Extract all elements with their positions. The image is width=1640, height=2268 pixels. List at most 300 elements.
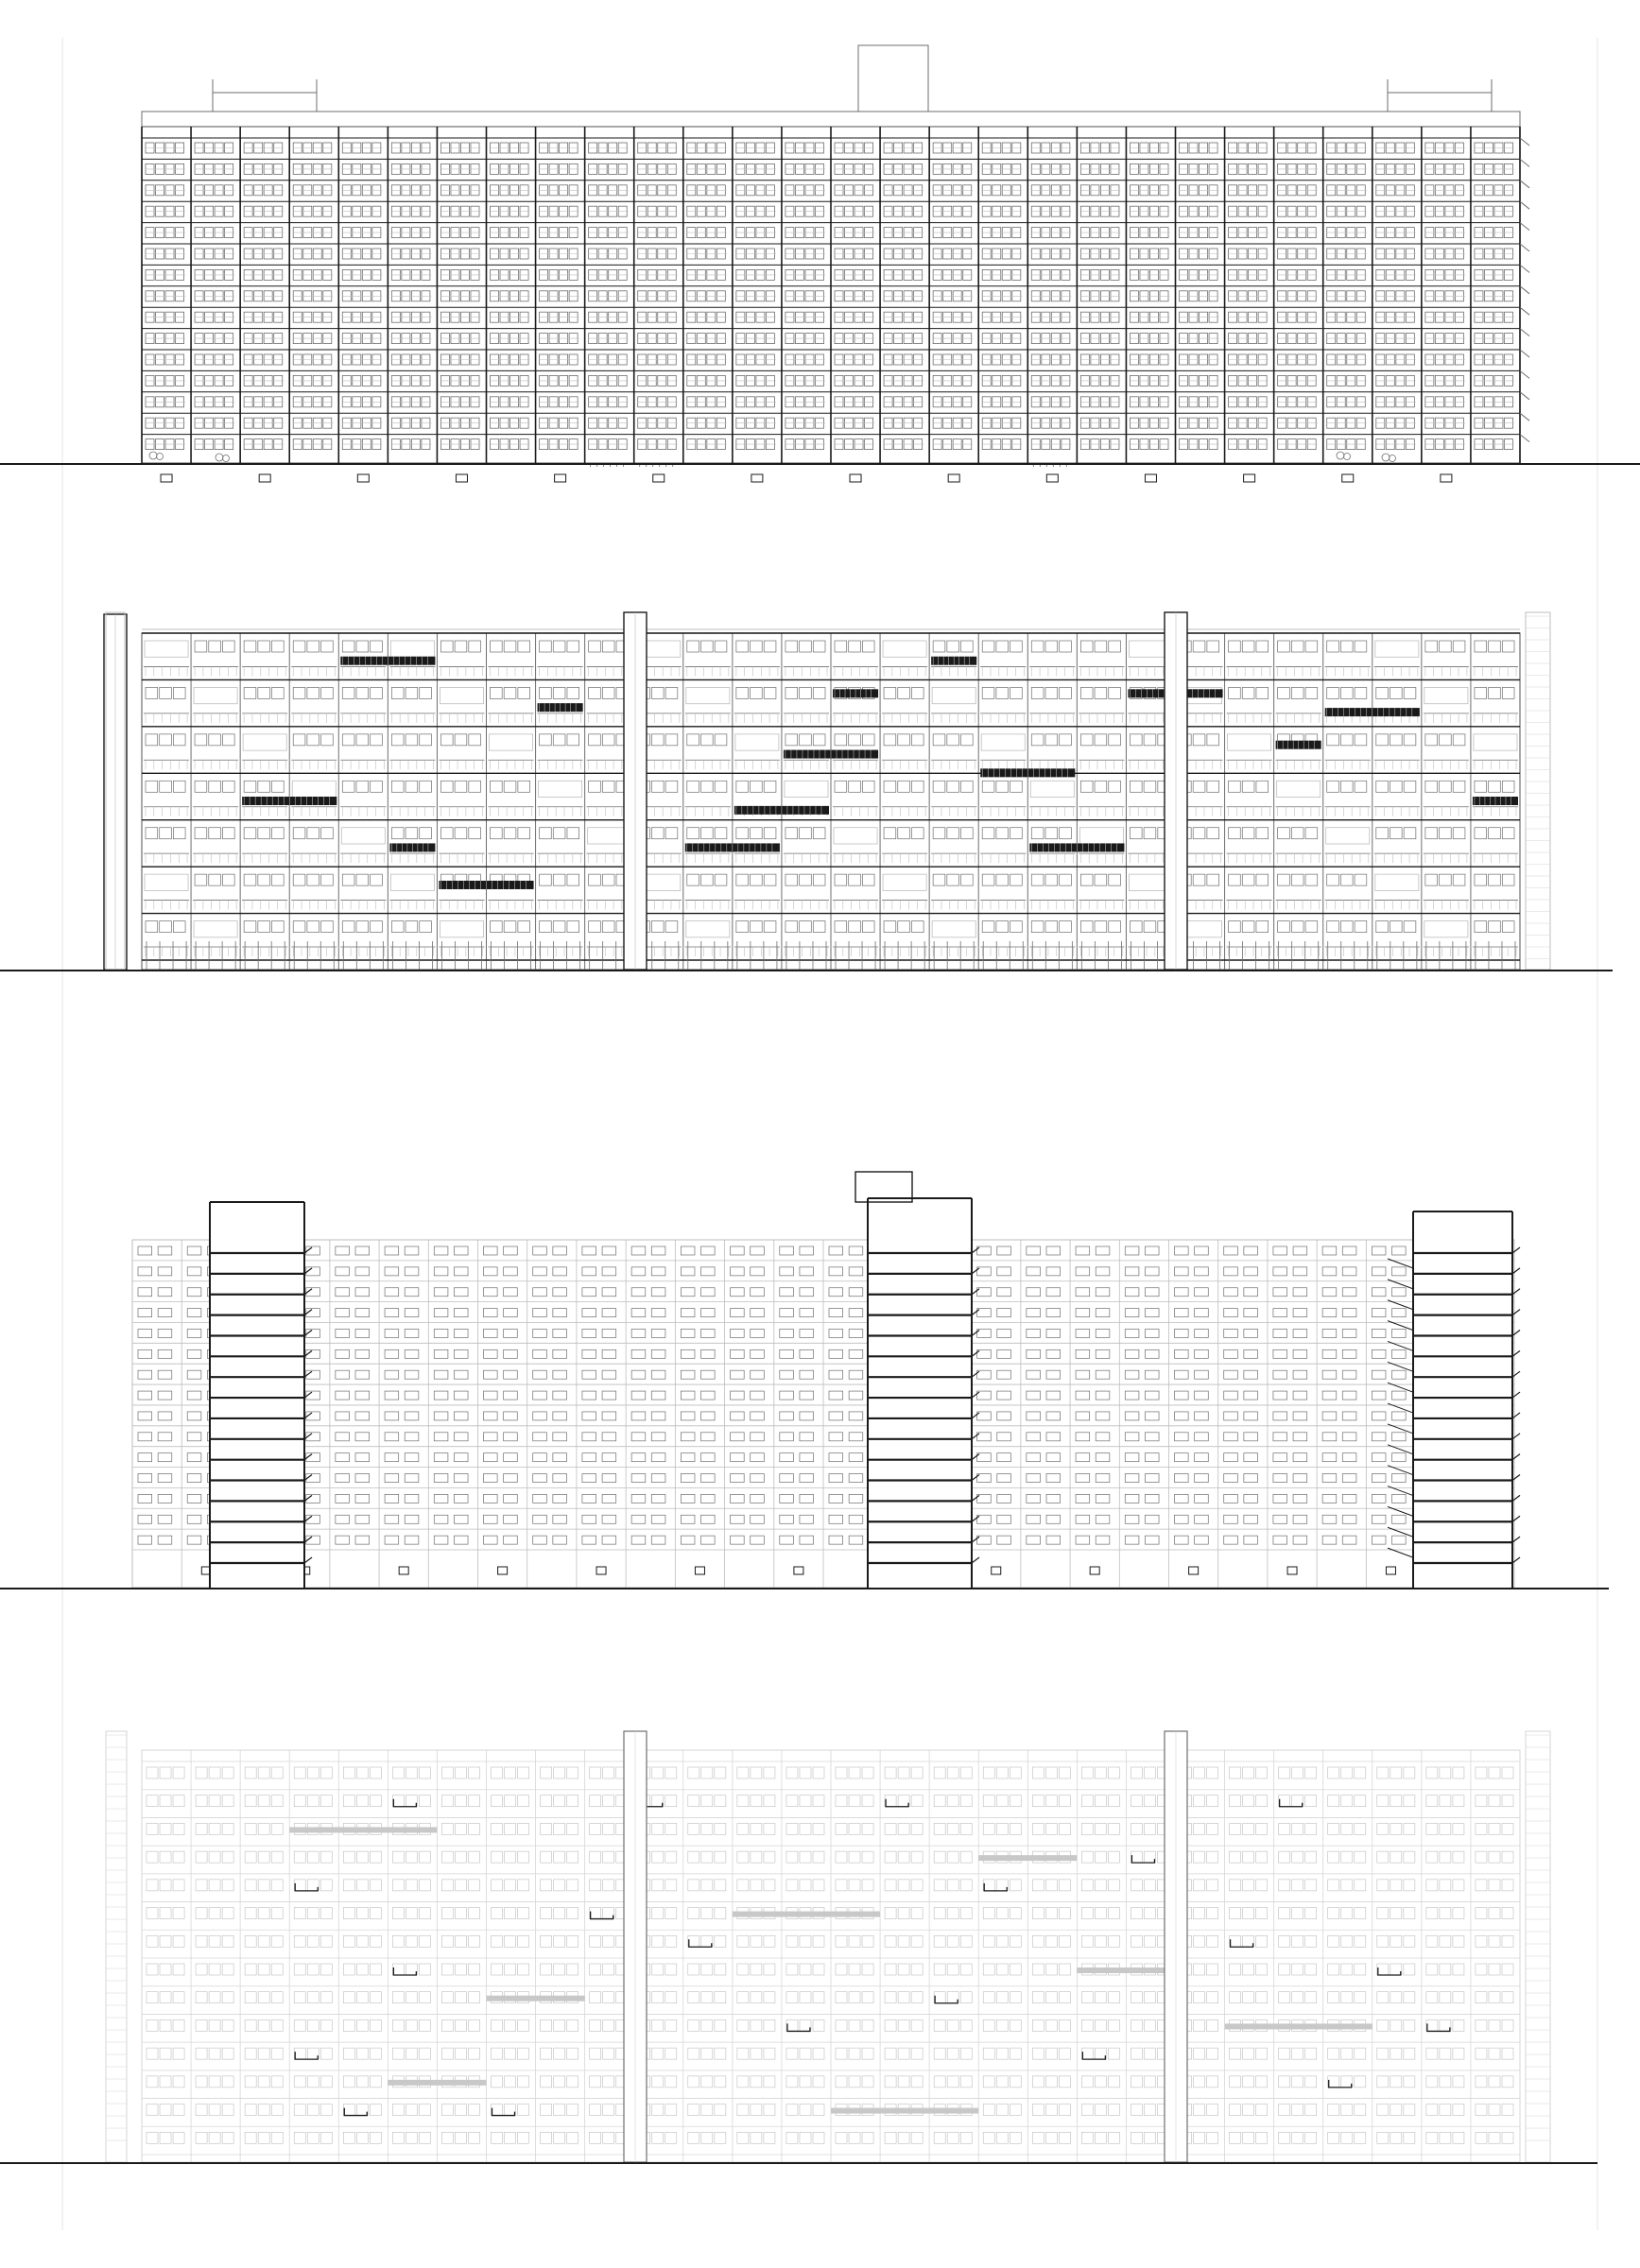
window bbox=[1109, 921, 1121, 933]
window bbox=[933, 734, 945, 746]
window bbox=[371, 781, 383, 792]
window bbox=[780, 1288, 794, 1297]
window bbox=[209, 781, 221, 792]
window bbox=[1096, 1267, 1110, 1276]
window bbox=[356, 874, 369, 885]
window bbox=[187, 1246, 201, 1255]
window bbox=[385, 1267, 399, 1276]
window bbox=[209, 734, 221, 746]
window bbox=[1207, 781, 1219, 792]
window bbox=[1010, 687, 1023, 698]
window bbox=[1109, 687, 1121, 698]
window bbox=[1244, 1349, 1258, 1358]
window bbox=[1489, 828, 1501, 839]
window bbox=[751, 781, 763, 792]
window bbox=[1125, 1288, 1139, 1297]
window bbox=[1193, 781, 1205, 792]
window bbox=[829, 1370, 843, 1379]
window bbox=[1046, 1370, 1061, 1379]
window bbox=[997, 1288, 1011, 1297]
window bbox=[342, 921, 354, 933]
ground-vent bbox=[555, 474, 566, 482]
window bbox=[862, 874, 874, 885]
window bbox=[293, 734, 305, 746]
window bbox=[835, 641, 847, 652]
ground-vent bbox=[1441, 474, 1452, 482]
window bbox=[1080, 921, 1093, 933]
window bbox=[751, 1349, 765, 1358]
window bbox=[602, 1246, 616, 1255]
window bbox=[764, 921, 776, 933]
window bbox=[1322, 1370, 1337, 1379]
window bbox=[454, 1329, 468, 1337]
window bbox=[735, 734, 779, 750]
window bbox=[1376, 921, 1389, 933]
window bbox=[336, 1329, 350, 1337]
window bbox=[1244, 1309, 1258, 1317]
window bbox=[701, 1329, 716, 1337]
window bbox=[1046, 1329, 1061, 1337]
window bbox=[336, 1391, 350, 1400]
window bbox=[1372, 1288, 1386, 1297]
window bbox=[731, 1288, 745, 1297]
window bbox=[849, 734, 861, 746]
window bbox=[911, 687, 924, 698]
window bbox=[1193, 641, 1205, 652]
window bbox=[1372, 1246, 1386, 1255]
window bbox=[582, 1329, 596, 1337]
window bbox=[336, 1370, 350, 1379]
window bbox=[1076, 1246, 1090, 1255]
window bbox=[1489, 641, 1501, 652]
window bbox=[553, 1309, 567, 1317]
window bbox=[731, 1329, 745, 1337]
window bbox=[997, 1246, 1011, 1255]
window bbox=[785, 687, 798, 698]
window bbox=[222, 641, 234, 652]
window bbox=[371, 687, 383, 698]
window bbox=[1244, 1288, 1258, 1297]
window bbox=[138, 1391, 152, 1400]
window bbox=[982, 921, 994, 933]
window bbox=[681, 1267, 695, 1276]
window bbox=[751, 921, 763, 933]
ground-vent bbox=[456, 474, 467, 482]
window bbox=[602, 1329, 616, 1337]
window bbox=[1125, 1370, 1139, 1379]
window bbox=[173, 687, 185, 698]
window bbox=[1376, 828, 1389, 839]
window bbox=[405, 1349, 419, 1358]
window bbox=[1109, 781, 1121, 792]
window bbox=[1195, 1288, 1209, 1297]
window bbox=[1404, 781, 1416, 792]
window bbox=[1293, 1349, 1307, 1358]
window bbox=[1096, 1329, 1110, 1337]
window bbox=[1145, 1391, 1159, 1400]
window bbox=[1031, 641, 1044, 652]
window bbox=[961, 828, 974, 839]
window bbox=[553, 641, 565, 652]
window bbox=[1144, 921, 1156, 933]
window bbox=[1453, 828, 1465, 839]
window bbox=[187, 1288, 201, 1297]
window bbox=[582, 1288, 596, 1297]
window bbox=[454, 1288, 468, 1297]
tree bbox=[157, 454, 164, 460]
window bbox=[1355, 921, 1367, 933]
window bbox=[1256, 828, 1269, 839]
window bbox=[785, 734, 798, 746]
window bbox=[862, 781, 874, 792]
window bbox=[1502, 781, 1514, 792]
window bbox=[602, 641, 614, 652]
window bbox=[687, 781, 699, 792]
window bbox=[420, 828, 432, 839]
window bbox=[1392, 1349, 1407, 1358]
window bbox=[1010, 921, 1023, 933]
window bbox=[780, 1309, 794, 1317]
window bbox=[736, 687, 749, 698]
window bbox=[1342, 1349, 1356, 1358]
window bbox=[715, 828, 727, 839]
window bbox=[420, 921, 432, 933]
window bbox=[736, 874, 749, 885]
window bbox=[160, 921, 172, 933]
window bbox=[1080, 734, 1093, 746]
window bbox=[1326, 828, 1370, 844]
window bbox=[342, 687, 354, 698]
window bbox=[342, 641, 354, 652]
window bbox=[454, 1309, 468, 1317]
window bbox=[146, 687, 158, 698]
window bbox=[336, 1288, 350, 1297]
window bbox=[390, 641, 434, 657]
window bbox=[1440, 781, 1452, 792]
window bbox=[1322, 1288, 1337, 1297]
roof-parapet bbox=[142, 112, 1520, 127]
window bbox=[440, 781, 453, 792]
window bbox=[355, 1391, 370, 1400]
window bbox=[533, 1349, 547, 1358]
window bbox=[553, 1370, 567, 1379]
window bbox=[731, 1349, 745, 1358]
window bbox=[813, 874, 825, 885]
window bbox=[222, 828, 234, 839]
window bbox=[1256, 874, 1269, 885]
window bbox=[602, 874, 614, 885]
window bbox=[700, 828, 713, 839]
window bbox=[1244, 1370, 1258, 1379]
window bbox=[1342, 1370, 1356, 1379]
window bbox=[1440, 874, 1452, 885]
window bbox=[911, 921, 924, 933]
window bbox=[751, 1391, 765, 1400]
window bbox=[785, 781, 828, 797]
window bbox=[1244, 1391, 1258, 1400]
window bbox=[355, 1246, 370, 1255]
window bbox=[1340, 641, 1353, 652]
window bbox=[1489, 781, 1501, 792]
window bbox=[961, 641, 974, 652]
window bbox=[484, 1309, 498, 1317]
window bbox=[1489, 687, 1501, 698]
window bbox=[602, 1288, 616, 1297]
window bbox=[1453, 734, 1465, 746]
window bbox=[244, 687, 256, 698]
window bbox=[1392, 1267, 1407, 1276]
window bbox=[1060, 874, 1072, 885]
window bbox=[932, 921, 975, 937]
window bbox=[484, 1267, 498, 1276]
window bbox=[884, 687, 896, 698]
window bbox=[1175, 1288, 1189, 1297]
window bbox=[1195, 1329, 1209, 1337]
window bbox=[764, 641, 776, 652]
window bbox=[1045, 687, 1058, 698]
window bbox=[160, 828, 172, 839]
window bbox=[187, 1349, 201, 1358]
window bbox=[1322, 1329, 1337, 1337]
window bbox=[1125, 1309, 1139, 1317]
window bbox=[138, 1329, 152, 1337]
window bbox=[1144, 781, 1156, 792]
window bbox=[651, 687, 664, 698]
window bbox=[751, 687, 763, 698]
rooftop-structure-left bbox=[213, 93, 317, 112]
window bbox=[244, 641, 256, 652]
window bbox=[1145, 1267, 1159, 1276]
window bbox=[371, 734, 383, 746]
window bbox=[1096, 1246, 1110, 1255]
window bbox=[1144, 828, 1156, 839]
window bbox=[780, 1370, 794, 1379]
window bbox=[1080, 781, 1093, 792]
window bbox=[1144, 734, 1156, 746]
window bbox=[195, 641, 207, 652]
window bbox=[780, 1246, 794, 1255]
window bbox=[293, 687, 305, 698]
window bbox=[1404, 687, 1416, 698]
window bbox=[1376, 781, 1389, 792]
window bbox=[1305, 921, 1318, 933]
window bbox=[1278, 828, 1290, 839]
window bbox=[582, 1391, 596, 1400]
window bbox=[835, 781, 847, 792]
window bbox=[1273, 1246, 1287, 1255]
window bbox=[933, 874, 945, 885]
window bbox=[1046, 1349, 1061, 1358]
window bbox=[1096, 1349, 1110, 1358]
window bbox=[911, 781, 924, 792]
window bbox=[982, 687, 994, 698]
window bbox=[1195, 1309, 1209, 1317]
window bbox=[665, 828, 678, 839]
window bbox=[1273, 1329, 1287, 1337]
ground-vent bbox=[1145, 474, 1156, 482]
window bbox=[1130, 828, 1142, 839]
window bbox=[849, 1391, 863, 1400]
window bbox=[602, 734, 614, 746]
window bbox=[1390, 921, 1402, 933]
window bbox=[800, 1309, 814, 1317]
window bbox=[1046, 1309, 1061, 1317]
window bbox=[701, 1309, 716, 1317]
window bbox=[731, 1246, 745, 1255]
window bbox=[589, 781, 601, 792]
window bbox=[533, 1391, 547, 1400]
window bbox=[272, 828, 285, 839]
window bbox=[1195, 1246, 1209, 1255]
window bbox=[849, 921, 861, 933]
window bbox=[1229, 687, 1241, 698]
window bbox=[849, 1288, 863, 1297]
window bbox=[440, 828, 453, 839]
side-fin bbox=[1520, 159, 1529, 166]
window bbox=[884, 921, 896, 933]
window bbox=[1273, 1370, 1287, 1379]
window bbox=[553, 687, 565, 698]
window bbox=[1327, 874, 1339, 885]
window bbox=[1305, 828, 1318, 839]
window bbox=[321, 687, 334, 698]
window bbox=[800, 828, 812, 839]
window bbox=[982, 828, 994, 839]
tree bbox=[1337, 452, 1344, 459]
window bbox=[1293, 1288, 1307, 1297]
window bbox=[434, 1309, 448, 1317]
window bbox=[651, 1267, 665, 1276]
window bbox=[469, 734, 481, 746]
window bbox=[1278, 687, 1290, 698]
window bbox=[1095, 921, 1107, 933]
window bbox=[1291, 641, 1303, 652]
side-fin bbox=[1520, 435, 1529, 442]
window bbox=[715, 641, 727, 652]
window bbox=[158, 1329, 172, 1337]
window bbox=[484, 1246, 498, 1255]
window bbox=[1045, 828, 1058, 839]
window bbox=[243, 734, 286, 750]
window bbox=[961, 781, 974, 792]
window bbox=[602, 1267, 616, 1276]
ground-vent bbox=[161, 474, 172, 482]
window bbox=[731, 1391, 745, 1400]
window bbox=[194, 687, 237, 703]
window bbox=[1130, 921, 1142, 933]
window bbox=[785, 641, 798, 652]
window bbox=[1277, 781, 1321, 797]
window bbox=[1293, 1370, 1307, 1379]
window bbox=[1242, 687, 1254, 698]
window bbox=[504, 1329, 518, 1337]
window bbox=[1390, 734, 1402, 746]
window bbox=[1375, 874, 1419, 890]
window bbox=[1273, 1288, 1287, 1297]
window bbox=[258, 781, 270, 792]
window bbox=[1076, 1391, 1090, 1400]
window bbox=[540, 874, 552, 885]
window bbox=[342, 734, 354, 746]
window bbox=[780, 1391, 794, 1400]
window bbox=[356, 687, 369, 698]
window bbox=[420, 687, 432, 698]
window bbox=[997, 1329, 1011, 1337]
window bbox=[1195, 1391, 1209, 1400]
window bbox=[518, 641, 530, 652]
window bbox=[491, 781, 503, 792]
window bbox=[355, 1267, 370, 1276]
window bbox=[1229, 874, 1241, 885]
window bbox=[715, 734, 727, 746]
window bbox=[1291, 921, 1303, 933]
window bbox=[173, 828, 185, 839]
tree bbox=[1382, 454, 1390, 461]
window bbox=[321, 734, 334, 746]
window bbox=[504, 1391, 518, 1400]
window bbox=[1207, 641, 1219, 652]
window bbox=[1372, 1349, 1386, 1358]
window bbox=[405, 1267, 419, 1276]
window bbox=[701, 1349, 716, 1358]
window bbox=[1242, 781, 1254, 792]
window bbox=[996, 874, 1009, 885]
window bbox=[1027, 1288, 1041, 1297]
window bbox=[1031, 874, 1044, 885]
window bbox=[751, 1370, 765, 1379]
window bbox=[321, 874, 334, 885]
window bbox=[1130, 781, 1142, 792]
window bbox=[1425, 734, 1438, 746]
window bbox=[898, 687, 910, 698]
window bbox=[173, 921, 185, 933]
window bbox=[567, 921, 579, 933]
window bbox=[1474, 734, 1517, 750]
window bbox=[981, 734, 1025, 750]
window bbox=[1372, 1391, 1386, 1400]
window bbox=[800, 1349, 814, 1358]
window bbox=[1342, 1309, 1356, 1317]
window bbox=[751, 1288, 765, 1297]
window bbox=[355, 1309, 370, 1317]
window bbox=[1322, 1349, 1337, 1358]
ground-vent bbox=[1244, 474, 1255, 482]
window bbox=[800, 687, 812, 698]
window bbox=[582, 1349, 596, 1358]
window bbox=[1291, 874, 1303, 885]
window bbox=[434, 1246, 448, 1255]
window bbox=[996, 641, 1009, 652]
window bbox=[681, 1309, 695, 1317]
window bbox=[434, 1267, 448, 1276]
window bbox=[898, 734, 910, 746]
window bbox=[1355, 734, 1367, 746]
window bbox=[997, 1391, 1011, 1400]
window bbox=[589, 921, 601, 933]
window bbox=[884, 828, 896, 839]
window bbox=[1256, 687, 1269, 698]
side-fin bbox=[1520, 413, 1529, 421]
window bbox=[602, 1370, 616, 1379]
window bbox=[1145, 1349, 1159, 1358]
window bbox=[1244, 1246, 1258, 1255]
window bbox=[484, 1329, 498, 1337]
window bbox=[1228, 734, 1271, 750]
window bbox=[589, 874, 601, 885]
window bbox=[835, 874, 847, 885]
window bbox=[1293, 1391, 1307, 1400]
window bbox=[1293, 1246, 1307, 1255]
